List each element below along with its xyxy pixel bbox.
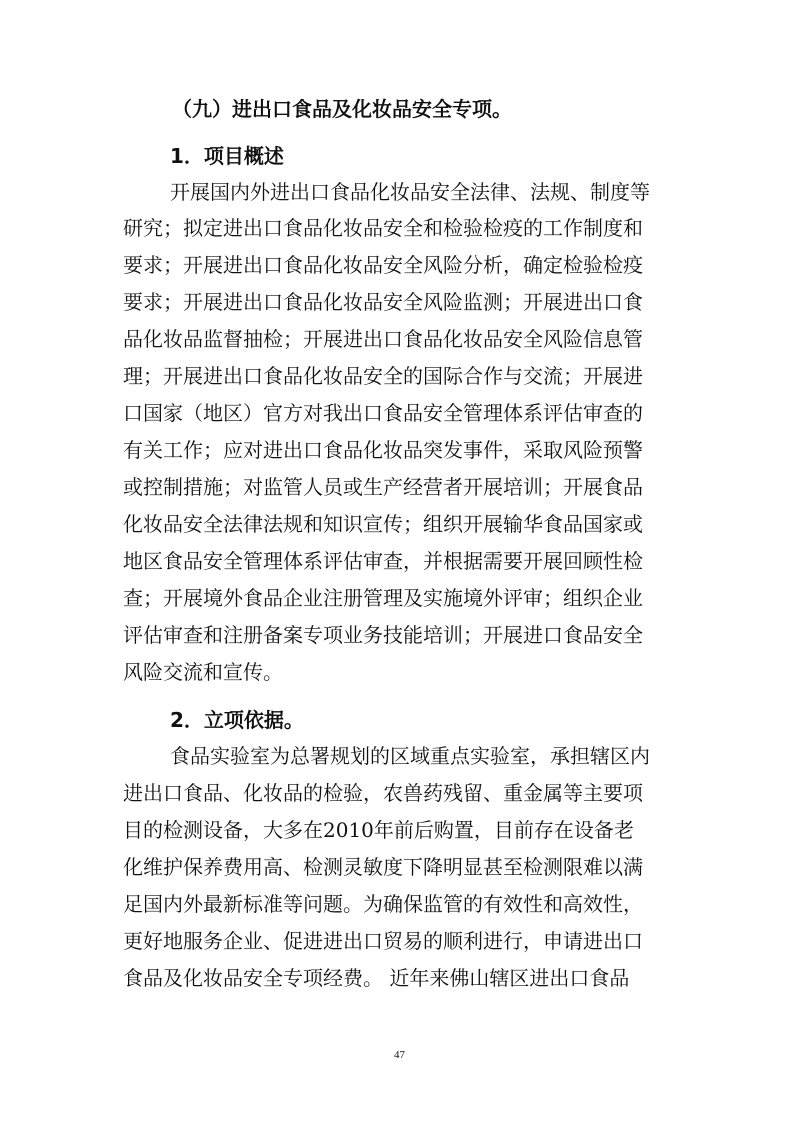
paragraph-line: 食品实验室为总署规划的区域重点实验室，承担辖区内 <box>170 744 650 768</box>
paragraph-line: 风险交流和宣传。 <box>123 660 283 684</box>
subsection-2-title: 2．立项依据。 <box>170 708 304 732</box>
paragraph-line: 目的检测设备，大多在2010年前后购置，目前存在设备老 <box>123 818 634 842</box>
paragraph-line: 研究；拟定进出口食品化妆品安全和检验检疫的工作制度和 <box>123 216 643 240</box>
paragraph-line: 口国家（地区）官方对我出口食品安全管理体系评估审查的 <box>123 401 643 425</box>
paragraph-line: 品化妆品监督抽检；开展进出口食品化妆品安全风险信息管 <box>123 327 643 351</box>
paragraph-line: 进出口食品、化妆品的检验，农兽药残留、重金属等主要项 <box>123 781 643 805</box>
paragraph-line: 有关工作；应对进出口食品化妆品突发事件，采取风险预警 <box>123 438 643 462</box>
paragraph-line: 要求；开展进出口食品化妆品安全风险监测；开展进出口食 <box>123 290 643 314</box>
paragraph-line: 或控制措施；对监管人员或生产经营者开展培训；开展食品 <box>123 475 643 499</box>
paragraph-line: 评估审查和注册备案专项业务技能培训；开展进口食品安全 <box>123 623 643 647</box>
paragraph-line: 化维护保养费用高、检测灵敏度下降明显甚至检测限难以满 <box>123 855 643 879</box>
paragraph-line: 地区食品安全管理体系评估审查，并根据需要开展回顾性检 <box>123 549 643 573</box>
page-number: 47 <box>394 1049 405 1061</box>
paragraph-line: 化妆品安全法律法规和知识宣传；组织开展输华食品国家或 <box>123 512 643 536</box>
subsection-1-title: 1．项目概述 <box>170 144 284 168</box>
paragraph-line: 食品及化妆品安全专项经费。 近年来佛山辖区进出口食品 <box>123 966 630 990</box>
paragraph-line: 足国内外最新标准等问题。为确保监管的有效性和高效性， <box>123 892 643 916</box>
paragraph-line: 查；开展境外食品企业注册管理及实施境外评审；组织企业 <box>123 586 643 610</box>
paragraph-line: 理；开展进出口食品化妆品安全的国际合作与交流；开展进 <box>123 364 643 388</box>
paragraph-line: 更好地服务企业、促进进出口贸易的顺利进行，申请进出口 <box>123 929 643 953</box>
section-title: （九）进出口食品及化妆品安全专项。 <box>172 97 512 121</box>
paragraph-line: 要求；开展进出口食品化妆品安全风险分析，确定检验检疫 <box>123 253 643 277</box>
paragraph-line: 开展国内外进出口食品化妆品安全法律、法规、制度等 <box>170 180 650 204</box>
